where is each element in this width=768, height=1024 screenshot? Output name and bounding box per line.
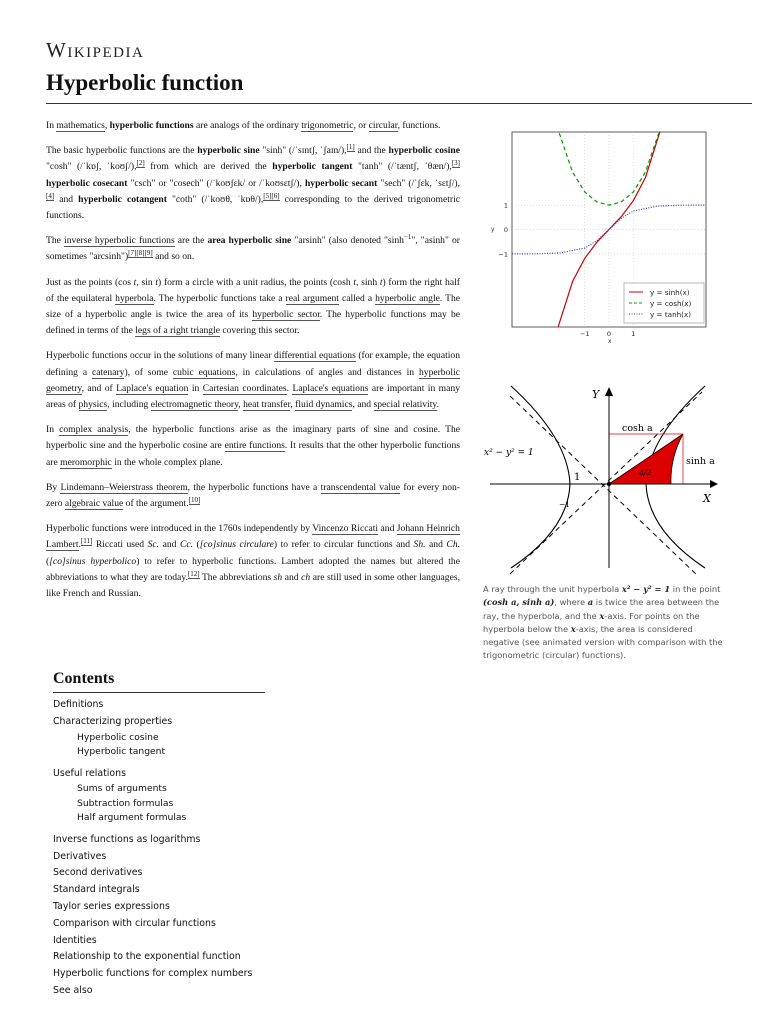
citation-3[interactable]: [3]	[451, 159, 460, 168]
link-transcendental-value[interactable]: transcendental value	[320, 481, 401, 493]
unit-label: 1	[574, 472, 581, 483]
y-axis-arrow-icon	[605, 387, 613, 396]
toc-sums-of-arguments[interactable]: Sums of arguments	[77, 783, 167, 795]
cosh-label: cosh a	[622, 423, 653, 434]
paragraph-basic-functions: The basic hyperbolic functions are the hyperbolic sine "sinh" (/ˈsɪntʃ, ˈʃaɪn/),[1] and the hyperbolic cosine "cosh" (/ˈkɒʃ, ˈkoʊʃ/),[2] from which are derived the hyperbolic tangent "tanh" (/ˈtæntʃ, ˈθæn/),[3] hyperbolic cosecant "csch" or "cosech" (/ˈkoʊʃɛk/ or /ˈkoʊsɛtʃ/), hyperbolic secant "sech" (/ˈʃɛk, ˈsɛtʃ/),[4] and hyperbolic cotangent "coth" (/ˈkoʊθ, ˈkɒθ/),[5][6] corresponding to the derived trigonometric functions.	[46, 143, 461, 222]
legend-cosh: y = cosh(x)	[650, 299, 692, 308]
link-mathematics[interactable]: mathematics	[56, 120, 105, 131]
toc-useful-relations[interactable]: Useful relations	[53, 767, 126, 779]
paragraph-history: Hyperbolic functions were introduced in the 1760s independently by Vincenzo Riccati and Johann Heinrich Lambert.[11] Riccati used Sc. and Cc. ([co]sinus circulare) to refer to circular functions and Sh. and Ch. ([co]sinus hyperbolico) to refer to hyperbolic functions. Lambert adopted the names but altered the abbreviations to what they are today.[12] The abbreviations sh and ch are still used in some other languages, like French and Russian.	[46, 523, 461, 600]
link-differential-equations[interactable]: differential equations	[274, 350, 356, 362]
hyperbolic-functions-plot	[480, 130, 710, 345]
link-lindemann-weierstrass[interactable]: Lindemann–Weierstrass theorem	[60, 481, 188, 493]
link-johann-heinrich-lambert[interactable]: Johann Heinrich Lambert	[46, 523, 460, 551]
link-vincenzo-riccati[interactable]: Vincenzo Riccati	[312, 523, 379, 535]
sinh-label: sinh a	[686, 456, 715, 467]
figure-caption: A ray through the unit hyperbola x² − y² = 1 in the point (cosh a, sinh a), where a is twice the area between the ray, the hyperbola, and the x-axis. For points on the hyperbola below the x-axis, the area is considered negative (see animated version with comparison with the trigonometric (circular) functions).	[483, 584, 723, 661]
citation-12[interactable]: [12]	[187, 569, 200, 578]
toc-standard-integrals[interactable]: Standard integrals	[53, 884, 140, 896]
contents-divider	[53, 692, 265, 693]
link-real-argument[interactable]: real argument	[285, 292, 339, 304]
area-label: a/2	[639, 468, 652, 477]
toc-comparison-circular[interactable]: Comparison with circular functions	[53, 917, 216, 929]
link-special-relativity[interactable]: special relativity	[373, 399, 437, 411]
citation-1[interactable]: [1]	[346, 143, 355, 152]
diagram-x-label: X	[703, 492, 711, 505]
toc-second-derivatives[interactable]: Second derivatives	[53, 867, 143, 879]
link-trigonometric[interactable]: trigonometric	[301, 120, 354, 131]
paragraph-inverse: The inverse hyperbolic functions are the area hyperbolic sine "arsinh" (also denoted "$\sinh^{-1}$", "asinh" or sometimes "arcsinh")[7][8][9] and so on.	[46, 233, 460, 263]
link-electromagnetic-theory[interactable]: electromagnetic theory	[150, 399, 239, 411]
toc-relationship-exponential[interactable]: Relationship to the exponential function	[53, 951, 241, 963]
wikipedia-wordmark[interactable]: Wikipedia	[46, 38, 145, 62]
citation-10[interactable]: [10]	[188, 495, 201, 504]
paragraph-intro: In mathematics, hyperbolic functions are analogs of the ordinary trigonometric, or circular, functions.	[46, 120, 441, 131]
x-tick-label-1: 0	[606, 330, 612, 338]
plot-x-axis-label: x	[608, 338, 612, 345]
citation-11[interactable]: [11]	[80, 537, 93, 546]
toc-identities[interactable]: Identities	[53, 934, 97, 946]
title-divider	[46, 103, 752, 104]
citation-4[interactable]: [4]	[46, 191, 55, 200]
origin-point	[607, 482, 611, 486]
unit-hyperbola-diagram	[480, 378, 730, 578]
legend-tanh: y = tanh(x)	[650, 310, 692, 319]
citation-5-6[interactable]: [5][6]	[263, 191, 280, 200]
plot-y-axis-label: y	[491, 226, 495, 233]
link-meromorphic[interactable]: meromorphic	[60, 456, 112, 468]
link-hyperbola[interactable]: hyperbola	[115, 292, 154, 304]
link-laplaces-equation[interactable]: Laplace's equation	[116, 382, 189, 394]
article-body	[46, 118, 460, 611]
y-tick-label-2: −1	[498, 250, 508, 259]
toc-definitions[interactable]: Definitions	[53, 699, 104, 710]
toc-taylor-series[interactable]: Taylor series expressions	[53, 901, 170, 913]
toc-hyperbolic-tangent[interactable]: Hyperbolic tangent	[77, 746, 166, 758]
hyperbola-left-branch	[511, 386, 570, 568]
link-heat-transfer[interactable]: heat transfer	[243, 399, 291, 411]
minus-one-label: −1	[559, 500, 571, 509]
contents-heading: Contents	[53, 670, 115, 687]
diagram-y-label: Y	[592, 388, 600, 401]
link-legs-right-triangle[interactable]: legs of a right triangle	[135, 325, 220, 337]
link-algebraic-value[interactable]: algebraic value	[64, 498, 124, 510]
x-axis-arrow-icon	[710, 480, 718, 488]
page-title: Hyperbolic function	[46, 70, 244, 95]
link-cartesian-coordinates[interactable]: Cartesian coordinates	[202, 382, 287, 394]
toc-see-also[interactable]: See also	[53, 985, 93, 997]
paragraph-transcendental: By Lindemann–Weierstrass theorem, the hyperbolic functions have a transcendental value for every non-zero algebraic value of the argument.[10]	[46, 481, 460, 510]
link-hyperbolic-sector[interactable]: hyperbolic sector	[252, 309, 320, 321]
y-tick-label-0: 1	[503, 201, 508, 210]
link-hyperbolic-geometry[interactable]: hyperbolic geometry	[46, 366, 460, 394]
link-catenary[interactable]: catenary	[91, 366, 125, 378]
toc-complex-numbers[interactable]: Hyperbolic functions for complex numbers	[53, 968, 253, 980]
x-tick-label-2: 1	[631, 330, 636, 338]
link-entire-functions[interactable]: entire functions	[224, 440, 285, 452]
toc-characterizing-properties[interactable]: Characterizing properties	[53, 715, 173, 727]
link-inverse-hyperbolic[interactable]: inverse hyperbolic functions	[64, 235, 175, 247]
toc-subtraction-formulas[interactable]: Subtraction formulas	[77, 797, 174, 809]
toc-derivatives[interactable]: Derivatives	[53, 850, 107, 862]
citation-7-9[interactable]: [7][8][9]	[128, 249, 153, 258]
link-fluid-dynamics[interactable]: fluid dynamics	[295, 399, 353, 411]
link-physics[interactable]: physics	[78, 399, 108, 411]
link-hyperbolic-angle[interactable]: hyperbolic angle	[375, 292, 440, 304]
plot-legend	[624, 283, 704, 323]
legend-sinh: y = sinh(x)	[650, 288, 690, 297]
y-tick-label-1: 0	[503, 226, 508, 234]
link-circular[interactable]: circular	[368, 120, 398, 131]
link-laplaces-equations[interactable]: Laplace's equations	[292, 382, 369, 394]
x-tick-label-0: −1	[579, 330, 590, 338]
link-complex-analysis[interactable]: complex analysis	[59, 424, 129, 436]
paragraph-unit-circle: Just as the points (cos t, sin t) form a circle with a unit radius, the points (cosh t, sinh t) form the right half of the equilateral hyperbola. The hyperbolic functions take a real argument called a hyperbolic angle. The size of a hyperbolic angle is twice the area of its hyperbolic sector. The hyperbolic functions may be defined in terms of the legs of a right triangle covering this sector.	[46, 276, 461, 337]
toc-inverse-functions[interactable]: Inverse functions as logarithms	[53, 833, 201, 845]
toc-hyperbolic-cosine[interactable]: Hyperbolic cosine	[77, 731, 159, 743]
paragraph-applications: Hyperbolic functions occur in the solutions of many linear differential equations (for example, the equation defining a catenary), of some cubic equations, in calculations of angles and distances in hyperbolic geometry, and of Laplace's equation in Cartesian coordinates. Laplace's equations are important in many areas of physics, including electromagnetic theory, heat transfer, fluid dynamics, and special relativity.	[46, 350, 461, 411]
citation-2[interactable]: [2]	[136, 159, 145, 168]
hyperbola-equation: x² − y² = 1	[484, 448, 534, 458]
toc-half-argument-formulas[interactable]: Half argument formulas	[77, 812, 187, 824]
link-cubic-equations[interactable]: cubic equations	[172, 366, 236, 378]
paragraph-complex-analysis: In complex analysis, the hyperbolic functions arise as the imaginary parts of sine and cosine. The hyperbolic sine and the hyperbolic cosine are entire functions. It results that the other hyperbolic functions are meromorphic in the whole complex plane.	[46, 424, 461, 468]
table-of-contents	[53, 670, 265, 1000]
